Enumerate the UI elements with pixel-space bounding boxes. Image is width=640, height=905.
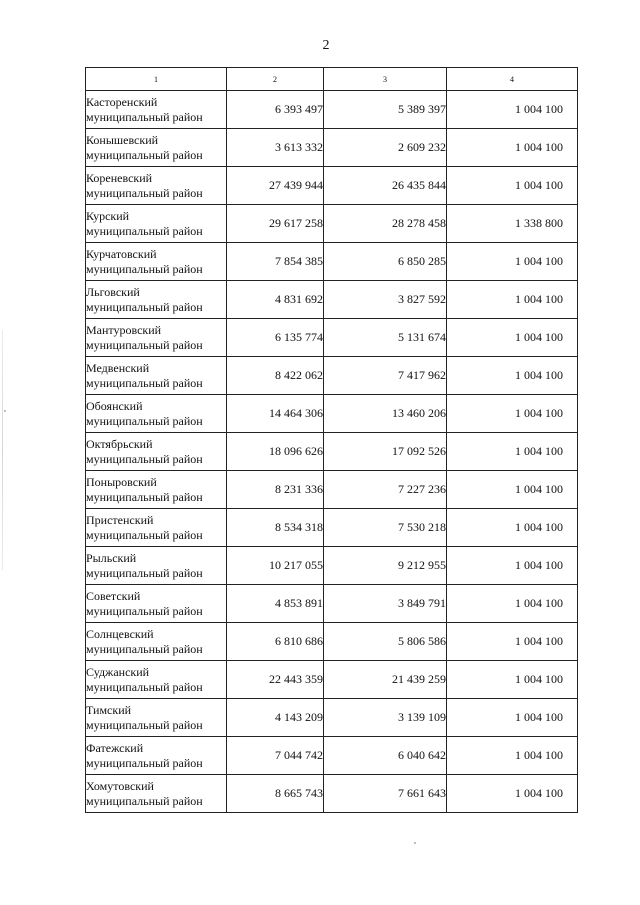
district-type: муниципальный район bbox=[86, 109, 203, 124]
district-name: Октябрьский bbox=[86, 436, 153, 451]
value-cell-col4: 1 004 100 bbox=[447, 699, 578, 737]
district-name-cell bbox=[86, 281, 227, 319]
district-type: муниципальный район bbox=[86, 185, 203, 200]
district-name: Хомутовский bbox=[86, 778, 154, 793]
value-cell-col3: 7 530 218 bbox=[324, 509, 447, 547]
value-cell-col3: 3 849 791 bbox=[324, 585, 447, 623]
table-row bbox=[86, 509, 578, 547]
district-name-cell bbox=[86, 433, 227, 471]
value-cell-col3: 3 139 109 bbox=[324, 699, 447, 737]
table-row bbox=[86, 281, 578, 319]
district-name-cell bbox=[86, 585, 227, 623]
table-body bbox=[86, 91, 578, 813]
value-cell-col2: 18 096 626 bbox=[227, 433, 324, 471]
column-header: 1 bbox=[86, 68, 227, 91]
district-type: муниципальный район bbox=[86, 337, 203, 352]
table-row bbox=[86, 129, 578, 167]
district-name: Тимский bbox=[86, 702, 132, 717]
district-name-cell bbox=[86, 737, 227, 775]
value-cell-col3: 17 092 526 bbox=[324, 433, 447, 471]
scan-speck bbox=[414, 842, 416, 844]
value-cell-col2: 22 443 359 bbox=[227, 661, 324, 699]
district-type: муниципальный район bbox=[86, 755, 203, 770]
value-cell-col4: 1 004 100 bbox=[447, 281, 578, 319]
district-type: муниципальный район bbox=[86, 489, 203, 504]
district-name: Кореневский bbox=[86, 170, 153, 185]
value-cell-col4: 1 004 100 bbox=[447, 623, 578, 661]
value-cell-col2: 4 831 692 bbox=[227, 281, 324, 319]
table-row bbox=[86, 471, 578, 509]
value-cell-col2: 4 853 891 bbox=[227, 585, 324, 623]
value-cell-col3: 21 439 259 bbox=[324, 661, 447, 699]
value-cell-col4: 1 004 100 bbox=[447, 775, 578, 813]
district-type: муниципальный район bbox=[86, 793, 203, 808]
district-type: муниципальный район bbox=[86, 717, 203, 732]
value-cell-col2: 8 422 062 bbox=[227, 357, 324, 395]
district-name: Мантуровский bbox=[86, 322, 162, 337]
district-type: муниципальный район bbox=[86, 375, 203, 390]
district-type: муниципальный район bbox=[86, 527, 203, 542]
column-header: 2 bbox=[227, 68, 324, 91]
value-cell-col3: 7 417 962 bbox=[324, 357, 447, 395]
district-name: Курский bbox=[86, 208, 130, 223]
value-cell-col3: 5 806 586 bbox=[324, 623, 447, 661]
value-cell-col2: 7 854 385 bbox=[227, 243, 324, 281]
value-cell-col2: 7 044 742 bbox=[227, 737, 324, 775]
district-name-cell bbox=[86, 357, 227, 395]
district-name-cell bbox=[86, 395, 227, 433]
value-cell-col2: 6 393 497 bbox=[227, 91, 324, 129]
table-row bbox=[86, 91, 578, 129]
value-cell-col2: 27 439 944 bbox=[227, 167, 324, 205]
value-cell-col4: 1 004 100 bbox=[447, 167, 578, 205]
table-row bbox=[86, 205, 578, 243]
value-cell-col4: 1 004 100 bbox=[447, 243, 578, 281]
district-name: Пристенский bbox=[86, 512, 154, 527]
district-name: Поныровский bbox=[86, 474, 157, 489]
value-cell-col3: 28 278 458 bbox=[324, 205, 447, 243]
value-cell-col2: 6 810 686 bbox=[227, 623, 324, 661]
value-cell-col4: 1 004 100 bbox=[447, 129, 578, 167]
district-type: муниципальный район bbox=[86, 565, 203, 580]
value-cell-col4: 1 004 100 bbox=[447, 585, 578, 623]
district-name: Касторенский bbox=[86, 94, 158, 109]
value-cell-col4: 1 004 100 bbox=[447, 509, 578, 547]
district-name: Фатежский bbox=[86, 740, 144, 755]
value-cell-col3: 7 661 643 bbox=[324, 775, 447, 813]
value-cell-col2: 4 143 209 bbox=[227, 699, 324, 737]
district-type: муниципальный район bbox=[86, 451, 203, 466]
district-name-cell bbox=[86, 661, 227, 699]
district-type: муниципальный район bbox=[86, 261, 203, 276]
value-cell-col3: 3 827 592 bbox=[324, 281, 447, 319]
value-cell-col2: 10 217 055 bbox=[227, 547, 324, 585]
value-cell-col4: 1 004 100 bbox=[447, 737, 578, 775]
district-name-cell bbox=[86, 547, 227, 585]
column-header: 3 bbox=[324, 68, 447, 91]
district-name-cell bbox=[86, 623, 227, 661]
table-row bbox=[86, 547, 578, 585]
district-name: Льговский bbox=[86, 284, 140, 299]
value-cell-col4: 1 004 100 bbox=[447, 471, 578, 509]
value-cell-col3: 5 389 397 bbox=[324, 91, 447, 129]
district-type: муниципальный район bbox=[86, 413, 203, 428]
value-cell-col2: 8 231 336 bbox=[227, 471, 324, 509]
table-row bbox=[86, 433, 578, 471]
table-row bbox=[86, 319, 578, 357]
value-cell-col4: 1 004 100 bbox=[447, 433, 578, 471]
table-row bbox=[86, 737, 578, 775]
value-cell-col2: 6 135 774 bbox=[227, 319, 324, 357]
value-cell-col3: 13 460 206 bbox=[324, 395, 447, 433]
scan-edge-mark bbox=[2, 330, 3, 570]
district-name-cell bbox=[86, 91, 227, 129]
value-cell-col2: 29 617 258 bbox=[227, 205, 324, 243]
district-name-cell bbox=[86, 699, 227, 737]
value-cell-col3: 26 435 844 bbox=[324, 167, 447, 205]
table-row bbox=[86, 775, 578, 813]
column-header: 4 bbox=[447, 68, 578, 91]
value-cell-col4: 1 338 800 bbox=[447, 205, 578, 243]
value-cell-col4: 1 004 100 bbox=[447, 319, 578, 357]
table-row bbox=[86, 357, 578, 395]
district-name: Курчатовский bbox=[86, 246, 157, 261]
district-name-cell bbox=[86, 471, 227, 509]
district-name-cell bbox=[86, 205, 227, 243]
table-row bbox=[86, 585, 578, 623]
district-name-cell bbox=[86, 243, 227, 281]
district-name-cell bbox=[86, 319, 227, 357]
district-name: Рыльский bbox=[86, 550, 137, 565]
table-row bbox=[86, 623, 578, 661]
value-cell-col2: 3 613 332 bbox=[227, 129, 324, 167]
table-row bbox=[86, 243, 578, 281]
value-cell-col4: 1 004 100 bbox=[447, 357, 578, 395]
district-name: Конышевский bbox=[86, 132, 159, 147]
district-name: Солнцевский bbox=[86, 626, 154, 641]
page-number: 2 bbox=[322, 38, 330, 53]
value-cell-col3: 6 850 285 bbox=[324, 243, 447, 281]
district-type: муниципальный район bbox=[86, 603, 203, 618]
value-cell-col3: 6 040 642 bbox=[324, 737, 447, 775]
table-row bbox=[86, 167, 578, 205]
district-type: муниципальный район bbox=[86, 299, 203, 314]
table-header-row bbox=[86, 68, 578, 91]
table-row bbox=[86, 699, 578, 737]
table-row bbox=[86, 395, 578, 433]
district-name-cell bbox=[86, 167, 227, 205]
data-table bbox=[85, 67, 578, 813]
district-name: Обоянский bbox=[86, 398, 143, 413]
scan-speck bbox=[4, 410, 6, 412]
district-name: Советский bbox=[86, 588, 141, 603]
district-type: муниципальный район bbox=[86, 147, 203, 162]
value-cell-col2: 8 534 318 bbox=[227, 509, 324, 547]
value-cell-col3: 2 609 232 bbox=[324, 129, 447, 167]
district-name-cell bbox=[86, 129, 227, 167]
value-cell-col3: 5 131 674 bbox=[324, 319, 447, 357]
district-type: муниципальный район bbox=[86, 223, 203, 238]
value-cell-col3: 9 212 955 bbox=[324, 547, 447, 585]
value-cell-col4: 1 004 100 bbox=[447, 395, 578, 433]
value-cell-col2: 14 464 306 bbox=[227, 395, 324, 433]
district-name-cell bbox=[86, 775, 227, 813]
district-type: муниципальный район bbox=[86, 641, 203, 656]
value-cell-col3: 7 227 236 bbox=[324, 471, 447, 509]
value-cell-col4: 1 004 100 bbox=[447, 547, 578, 585]
district-name: Суджанский bbox=[86, 664, 150, 679]
value-cell-col4: 1 004 100 bbox=[447, 661, 578, 699]
value-cell-col4: 1 004 100 bbox=[447, 91, 578, 129]
district-name-cell bbox=[86, 509, 227, 547]
district-name: Медвенский bbox=[86, 360, 150, 375]
district-type: муниципальный район bbox=[86, 679, 203, 694]
value-cell-col2: 8 665 743 bbox=[227, 775, 324, 813]
table-row bbox=[86, 661, 578, 699]
